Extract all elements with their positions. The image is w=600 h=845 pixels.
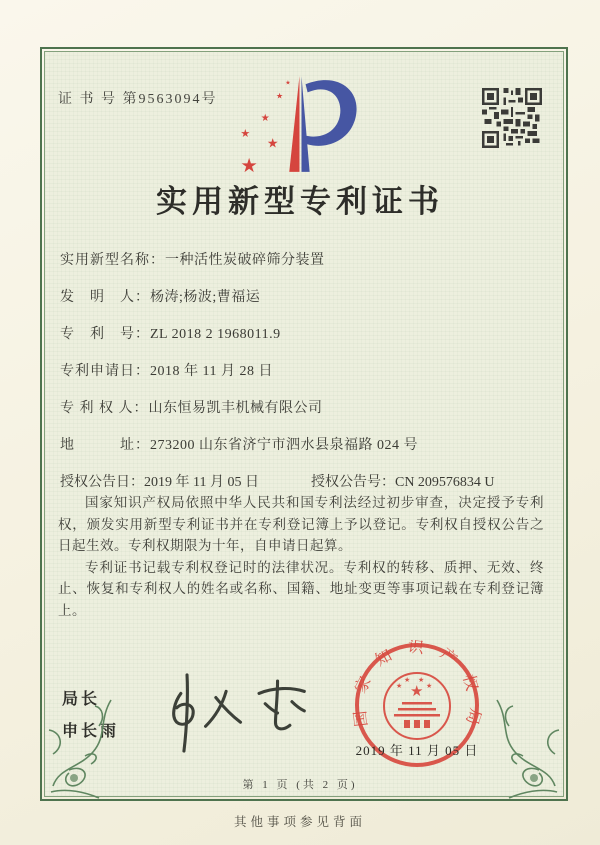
national-emblem-icon <box>394 676 440 728</box>
certificate-number: 证 书 号 第9563094号 <box>58 92 218 107</box>
svg-text:★: ★ <box>404 676 411 684</box>
svg-text:★: ★ <box>285 80 291 87</box>
field-patentee <box>60 390 548 427</box>
page-indicator: 第 1 页 (共 2 页) <box>242 779 358 791</box>
director-title: 局长 <box>62 691 101 708</box>
svg-text:★: ★ <box>396 682 403 690</box>
field-value: 杨涛;杨波;曹福运 <box>150 290 261 305</box>
field-label: 专利申请日： <box>60 364 150 379</box>
field-filing-date <box>60 353 548 390</box>
svg-text:★: ★ <box>240 128 251 141</box>
legal-paragraph-2: 专利证书记载专利权登记时的法律状况。专利权的转移、质押、无效、终止、恢复和专利权人的姓名或名称、国籍、地址变更等事项记载在专利登记簿上。 <box>58 559 544 618</box>
field-inventors <box>60 279 548 316</box>
field-label: 专 利 号： <box>60 327 150 342</box>
field-value: 一种活性炭破碎筛分装置 <box>165 253 325 268</box>
field-address <box>60 427 548 464</box>
svg-text:★: ★ <box>260 112 270 124</box>
field-label: 地 址： <box>60 438 150 453</box>
field-label: 实用新型名称： <box>60 253 165 268</box>
certificate-title: 实用新型专利证书 <box>156 184 444 219</box>
field-value: 2019 年 11 月 05 日 <box>144 475 259 490</box>
field-value: 2018 年 11 月 28 日 <box>150 364 273 379</box>
field-patent-number <box>60 316 548 353</box>
svg-text:★: ★ <box>418 676 425 684</box>
field-list <box>60 242 548 464</box>
field-value: 273200 山东省济宁市泗水县泉福路 024 号 <box>150 438 418 453</box>
cnipa-logo-icon <box>228 68 376 182</box>
seal-date: 2019 年 11 月 05 日 <box>355 743 479 758</box>
seal-ring-text: 国家知识产权局 <box>352 640 482 741</box>
qr-code <box>482 88 542 148</box>
field-value: CN 209576834 U <box>394 475 495 490</box>
field-label: 授权公告日： <box>60 475 144 490</box>
field-value: ZL 2018 2 1968011.9 <box>150 327 281 342</box>
legal-text <box>58 492 544 621</box>
svg-text:★: ★ <box>276 91 284 101</box>
field-label: 授权公告号： <box>310 475 395 490</box>
svg-text:★: ★ <box>240 155 258 177</box>
svg-text:★: ★ <box>426 682 433 690</box>
director-name: 申长雨 <box>62 723 120 740</box>
svg-text:★: ★ <box>266 135 279 151</box>
director-signature <box>150 662 330 766</box>
back-side-note: 其他事项参见背面 <box>233 815 366 829</box>
field-value: 山东恒易凯丰机械有限公司 <box>148 401 323 416</box>
field-invention-name <box>60 242 548 279</box>
field-label: 专 利 权 人： <box>60 401 149 416</box>
svg-text:★: ★ <box>410 684 424 700</box>
legal-paragraph-1: 国家知识产权局依照中华人民共和国专利法经过初步审查，决定授予专利权，颁发实用新型专利证书并在专利登记簿上予以登记。专利权自授权公告之日起生效。专利权期限为十年，自申请日起算。 <box>58 495 544 553</box>
field-label: 发 明 人： <box>60 290 150 305</box>
